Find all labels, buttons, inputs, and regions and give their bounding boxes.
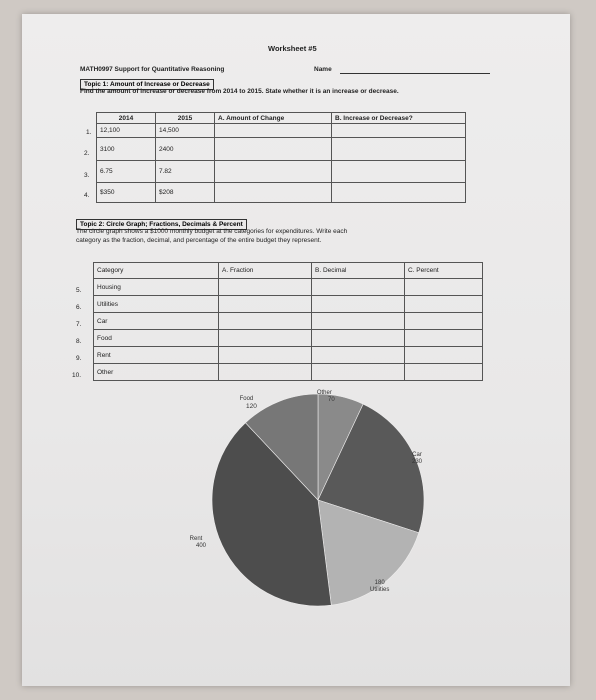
header-amount-change: A. Amount of Change xyxy=(215,113,332,124)
pie-label-utilities: 180 Utilities xyxy=(370,580,390,593)
pie-label-car: Car 230 xyxy=(412,452,423,465)
worksheet-title: Worksheet #5 xyxy=(268,44,317,53)
row-number: 2. xyxy=(84,150,90,157)
row-number: 8. xyxy=(76,338,82,345)
pie-label-food: Food 120 xyxy=(239,396,257,410)
row-number: 1. xyxy=(86,129,92,136)
value-2015: 2400 xyxy=(156,138,215,161)
topic2-instructions-line1: The circle graph shows a $1000 monthly budget at the categories for expenditures. Write each xyxy=(76,228,348,235)
pie-label-other: Other 70 xyxy=(316,390,335,403)
header-decimal: B. Decimal xyxy=(312,263,405,279)
category-cell: Utilities xyxy=(94,296,219,313)
course-title: MATH0997 Support for Quantitative Reasoning xyxy=(80,66,225,73)
value-2015: 14,500 xyxy=(156,124,215,138)
row-number: 3. xyxy=(84,172,90,179)
row-number: 5. xyxy=(76,287,82,294)
header-2015: 2015 xyxy=(156,113,215,124)
value-2014: 6.75 xyxy=(97,161,156,183)
value-2014: 3100 xyxy=(97,138,156,161)
header-fraction: A. Fraction xyxy=(219,263,312,279)
header-percent: C. Percent xyxy=(405,263,483,279)
category-cell: Food xyxy=(94,330,219,347)
category-cell: Housing xyxy=(94,279,219,296)
category-cell: Car xyxy=(94,313,219,330)
category-cell: Rent xyxy=(94,347,219,364)
header-category: Category xyxy=(94,263,219,279)
row-number: 6. xyxy=(76,304,82,311)
topic1-title: Topic 1: Amount of Increase or Decrease xyxy=(80,79,214,90)
topic1-instructions: Find the amount of increase or decrease from 2014 to 2015. State whether it is an increase or decrease. xyxy=(80,88,399,95)
row-number: 7. xyxy=(76,321,82,328)
row-number: 4. xyxy=(84,192,90,199)
name-label: Name xyxy=(314,66,332,73)
pie-label-rent: Rent 400 xyxy=(189,536,207,549)
value-2015: $208 xyxy=(156,183,215,203)
topic2-instructions-line2: category as the fraction, decimal, and percentage of the entire budget they represent. xyxy=(76,237,322,244)
header-2014: 2014 xyxy=(97,113,156,124)
row-number: 9. xyxy=(76,355,82,362)
row-number: 10. xyxy=(72,372,82,379)
value-2014: $350 xyxy=(97,183,156,203)
value-2014: 12,100 xyxy=(97,124,156,138)
category-cell: Other xyxy=(94,364,219,381)
header-increase-decrease: B. Increase or Decrease? xyxy=(332,113,466,124)
topic2-title: Topic 2: Circle Graph; Fractions, Decimals & Percent xyxy=(76,219,247,230)
value-2015: 7.82 xyxy=(156,161,215,183)
